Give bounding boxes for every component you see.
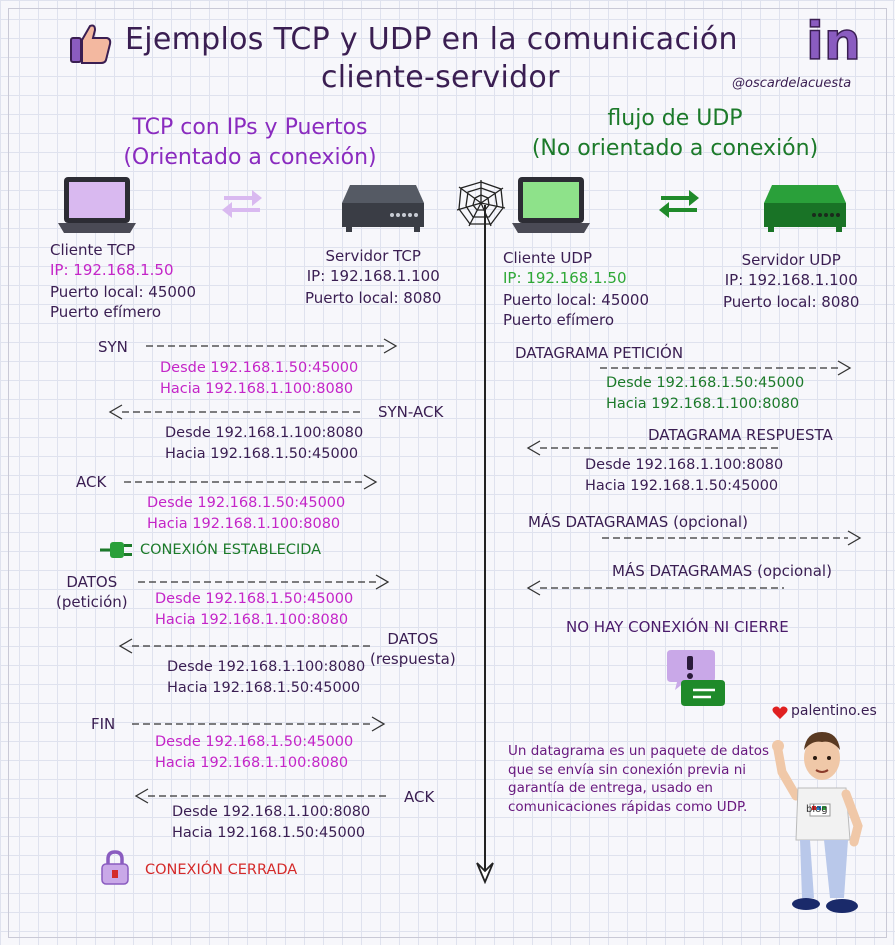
tcp-server-icon	[340, 181, 426, 237]
page-title-line2: cliente-servidor	[321, 60, 560, 95]
no-connection-text: NO HAY CONEXIÓN NI CIERRE	[566, 618, 789, 636]
tcp-client-info: Cliente TCP IP: 192.168.1.50 Puerto local: 45000 Puerto efímero	[50, 241, 197, 321]
connection-closed: CONEXIÓN CERRADA	[145, 862, 298, 878]
syn-label: SYN	[98, 338, 128, 356]
tcp-server-info: Servidor TCP IP: 192.168.1.100 Puerto local: 8080	[305, 247, 442, 307]
synack-addresses: Desde 192.168.1.100:8080 Hacia 192.168.1.50:45000	[165, 425, 364, 462]
udp-section-title: flujo de UDP (No orientado a conexión)	[531, 106, 819, 161]
padlock-icon	[100, 850, 130, 890]
syn-arrow	[146, 338, 396, 354]
ack2-addresses: Desde 192.168.1.100:8080 Hacia 192.168.1.50:45000	[172, 804, 371, 841]
chat-alert-icon	[663, 648, 729, 714]
data-response-arrow	[120, 638, 374, 654]
udp-more-label-2: MÁS DATAGRAMAS (opcional)	[612, 562, 832, 580]
udp-more-label-1: MÁS DATAGRAMAS (opcional)	[528, 513, 748, 531]
linkedin-icon[interactable]: in	[806, 12, 861, 72]
synack-label: SYN-ACK	[378, 403, 444, 421]
syn-addresses: Desde 192.168.1.50:45000 Hacia 192.168.1.100:8080	[160, 360, 359, 397]
data-request-arrow	[138, 574, 388, 590]
data-request-label: DATOS (petición)	[56, 573, 128, 611]
fin-label: FIN	[91, 715, 116, 733]
mascot-figure	[770, 718, 870, 920]
data-response-label: DATOS (respuesta)	[370, 630, 456, 668]
udp-response-addresses: Desde 192.168.1.100:8080 Hacia 192.168.1.50:45000	[585, 457, 784, 494]
udp-request-label: DATAGRAMA PETICIÓN	[515, 344, 684, 362]
udp-exchange-arrows-icon	[657, 186, 701, 222]
udp-client-info: Cliente UDP IP: 192.168.1.50 Puerto local: 45000 Puerto efímero	[503, 249, 650, 329]
data-request-addresses: Desde 192.168.1.50:45000 Hacia 192.168.1.100:8080	[155, 591, 354, 628]
spider-web-icon	[455, 178, 507, 232]
brand-site[interactable]: palentino.es	[791, 703, 877, 719]
datagram-note: Un datagrama es un paquete de datos que se envía sin conexión previa ni garantía de entrega, usado en comunicaciones rápidas como UDP.	[508, 743, 770, 815]
udp-request-addresses: Desde 192.168.1.50:45000 Hacia 192.168.1.100:8080	[606, 375, 805, 412]
udp-response-arrow	[528, 440, 782, 456]
plug-icon	[100, 538, 136, 566]
fin-addresses: Desde 192.168.1.50:45000 Hacia 192.168.1.100:8080	[155, 734, 354, 771]
author-handle: @oscardelacuesta	[732, 76, 852, 91]
data-response-addresses: Desde 192.168.1.100:8080 Hacia 192.168.1.50:45000	[167, 659, 366, 696]
ack-arrow	[124, 474, 376, 490]
ack-label: ACK	[76, 473, 107, 491]
udp-more-arrow-2	[528, 580, 784, 596]
mascot-shirt-text: blog	[806, 804, 828, 815]
connection-established: CONEXIÓN ESTABLECIDA	[140, 542, 322, 558]
tcp-section-title: TCP con IPs y Puertos (Orientado a conexión)	[123, 115, 377, 170]
udp-server-info: Servidor UDP IP: 192.168.1.100 Puerto local: 8080	[723, 251, 860, 311]
fin-arrow	[132, 716, 384, 732]
center-divider	[484, 205, 486, 870]
thumbs-up-icon	[68, 20, 114, 70]
ack-addresses: Desde 192.168.1.50:45000 Hacia 192.168.1.100:8080	[147, 495, 346, 532]
tcp-client-laptop-icon	[58, 175, 136, 239]
divider-arrow-icon	[476, 862, 494, 888]
page-title: Ejemplos TCP y UDP en la comunicación	[125, 22, 738, 57]
ack2-label: ACK	[404, 788, 435, 806]
udp-client-laptop-icon	[512, 175, 590, 239]
udp-more-arrow-1	[602, 530, 860, 546]
udp-response-label: DATAGRAMA RESPUESTA	[648, 426, 833, 444]
udp-server-icon	[762, 181, 848, 237]
synack-arrow	[110, 404, 364, 420]
tcp-exchange-arrows-icon	[220, 186, 264, 222]
